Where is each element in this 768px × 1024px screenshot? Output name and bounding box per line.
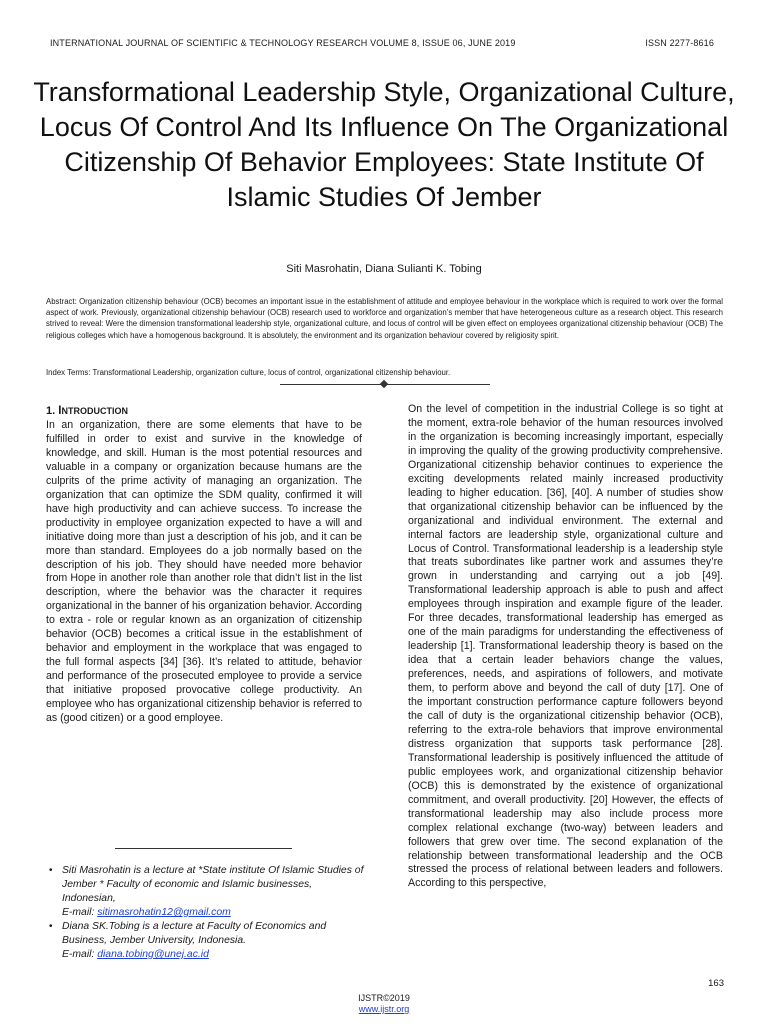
footnote-rule [115,848,292,849]
author-email-link[interactable]: diana.tobing@unej.ac.id [97,949,209,960]
journal-name: INTERNATIONAL JOURNAL OF SCIENTIFIC & TECHNOLOGY RESEARCH VOLUME 8, ISSUE 06, JUNE 2019 [50,38,516,48]
bullet-icon: • [49,921,53,932]
author-footnotes [46,864,366,962]
copyright: IJSTR©2019 [358,993,410,1003]
index-terms: Index Terms: Transformational Leadership, organization culture, locus of control, organizational citizenship behaviour. [46,368,451,377]
footnote-text: Siti Masrohatin is a lecture at *State institute Of Islamic Studies of Jember * Faculty of economic and Islamic businesses, Indonesian, [62,865,364,904]
author-email-link[interactable]: sitimasrohatin12@gmail.com [97,907,231,918]
authors: Siti Masrohatin, Diana Sulianti K. Tobing [286,263,482,275]
abstract: Abstract: Organization citizenship behaviour (OCB) becomes an important issue in the establishment of attitude and employee behaviour in the workplace which is required to work over the formal aspect of work. Previously, organizational citizenship behaviour (OCB) research used to workforce and organization’s member that have heterogeneous culture as a research object. This research strived to reveal: Were the dimension transformational leadership style, organizational culture, and locus of control will be given effect on employees organizational citizenship behaviour (OCB) The religious colleges which have a homogenous background. It is absolutely, the environment and its organization behaviour covered by religiosity spirit. [46,297,723,340]
journal-url-link[interactable]: www.ijstr.org [358,1004,410,1014]
email-label: E-mail: [62,949,98,960]
intro-paragraph-right: On the level of competition in the industrial College is so tight at the moment, extra-role behavior of the human resources involved in the organization is becoming increasingly important, especially in improving the quality of the growing productivity comprehensive. Organizational citizenship behavior continues to experience the exciting developments related mainly increased productivity leading to higher education. [36], [40]. A number of studies show that organizational citizenship behavior can be influenced by the organizational and individual environment. The external and internal factors are leadership style, organizational culture and Locus of Control. Transformational leadership is a leadership style that treats subordinates like partner work and assumes they’re grown in understanding and carrying out a job [49]. Transformational leadership approach is able to push and affect employees through inspiration and example figure of the leader. For three decades, transformational leadership has emerged as one of the main paradigms for understanding the effectiveness of leadership [1]. Transformational leadership theory is based on the idea that a certain leader behaviors change the values, preferences, needs, and aspirations of followers, and motivate them, to perform above and beyond the call of duty [17]. One of the important construction performance capture followers beyond the call of duty is the organizational citizenship behavior (OCB), referring to the extra-role behaviors that improve environmental distress organization that supports task performance [28]. Transformational leadership is positively influenced the attitude of public employees work, and organizational citizenship behavior (OCB) this is demonstrated by the existence of organizational commitment, and overall productivity. [20] However, the effects of transformational leadership may also include process more complex relational exchange (two-way) between leaders and followers that grew over time. The second explanation of the relationship between transformational leadership and the OCB stressed the process of relational between leaders and followers. According to this perspective, [408,403,723,890]
section-title-rest: NTRODUCTION [61,406,128,416]
right-column [408,403,723,891]
page-number: 163 [708,978,724,989]
paper-title: Transformational Leadership Style, Organizational Culture, Locus Of Control And Its Influence On The Organizational Citizenship Of Behavior Employees: State Institute Of Islamic Studies Of Jember [33,77,735,212]
separator-diamond-icon [380,379,388,387]
issn: ISSN 2277-8616 [645,38,714,48]
section-number: 1. [46,405,56,417]
footnote-text: Diana SK.Tobing is a lecture at Faculty of Economics and Business, Jember University, Indonesia. [62,921,327,946]
page-footer [0,993,768,1015]
email-label: E-mail: [62,907,98,918]
bullet-icon: • [49,865,53,876]
intro-paragraph-left: In an organization, there are some elements that have to be fulfilled in order to exist and survive in the knowledge of knowledge, and skill. Human is the most potential resources and valuable in a company or organization because humans are the culprits of the prime activity of managing an organization. The organization that can optimize the SDM quality, confirmed it will have high productivity and can achieve success. To increase the productivity in employee organization expected to have a will and initiative doing more than just a description of his job, and it can be more than standard. Employees do a job normally based on the description of his job. They should have needed more behavior from Hope in another role than another role that didn’t list in the list description, where the behavior was the character it requires organizational in the banner of his organization behavior. According to extra - role or regular known as an organization of citizenship behavior (OCB) becomes a critical issue in the establishment of behavior and employment in the workplace that was engaged to the full formal aspects [34] [36}. It’s related to attitude, behavior and performance of the prosecuted employee to provide a service that initiative proposed provocative college productivity. An employee who has organizational citizenship behavior is referred to as (good citizen) or a good employee. [46,419,362,725]
section-heading-introduction [46,404,362,419]
section-title-initial: I [58,405,62,417]
running-header [50,38,714,52]
footnote-item [46,920,366,962]
footnote-item [46,864,366,920]
left-column [46,404,362,726]
